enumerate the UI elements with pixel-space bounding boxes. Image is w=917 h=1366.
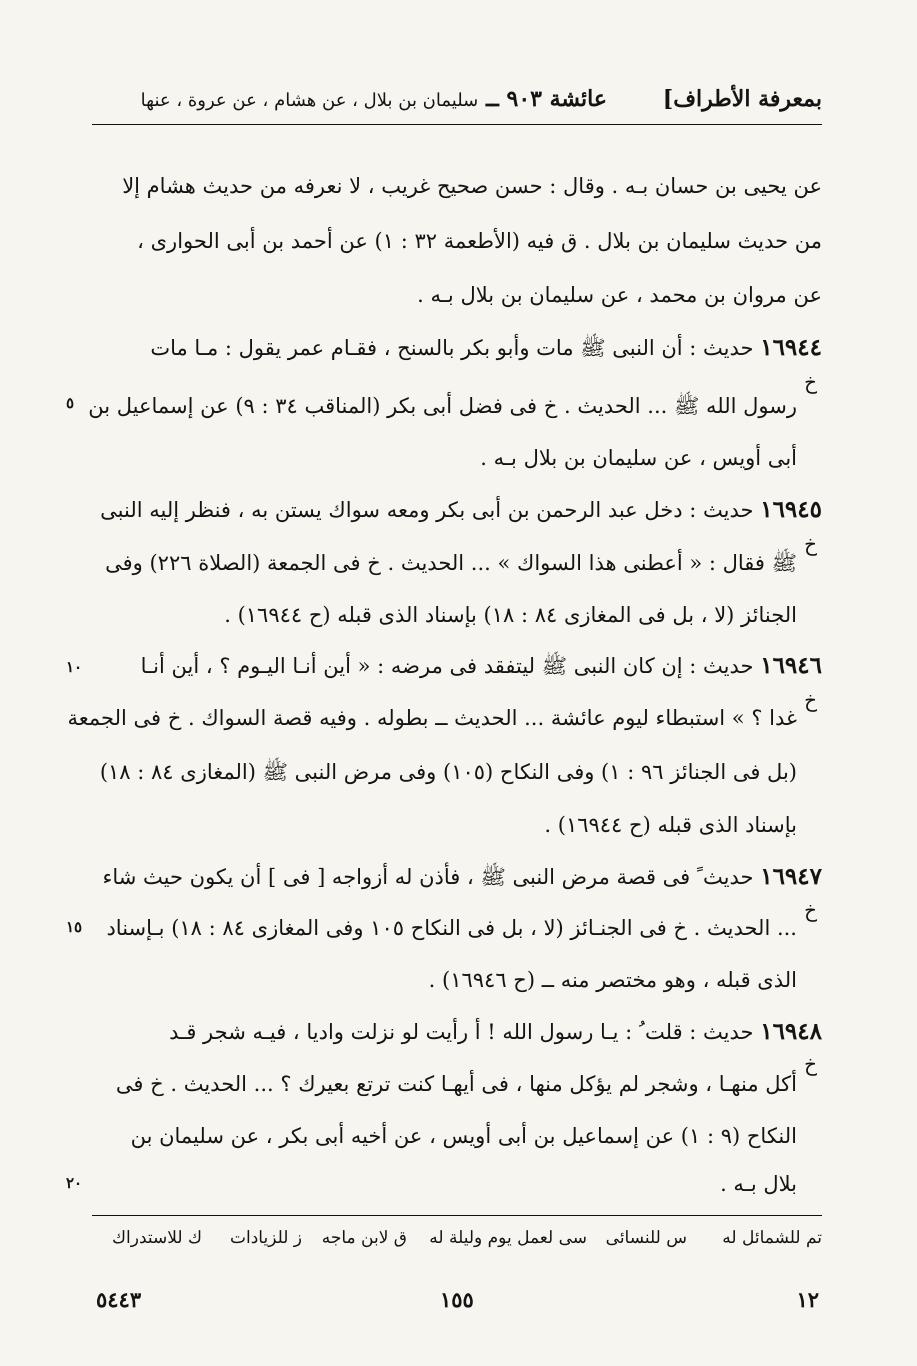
text-line: النكاح (٩ : ١) عن إسماعيل بن أبى أويس ، عن أخيه أبى بكر ، عن سليمان بن: [130, 1124, 797, 1148]
margin-line-number: ١٠: [66, 658, 83, 676]
text-line: غدا ؟ » استبطاء ليوم عائشة ... الحديث ــ بطوله . وفيه قصة السواك . خ فى الجمعة: [67, 706, 797, 730]
text-line: ﷺ فقال : « أعطنى هذا السواك » ... الحديث . خ فى الجمعة (الصلاة ٢٢٦) وفى: [105, 551, 797, 575]
abbrev-amal-yawm: سى لعمل يوم وليلة له: [429, 1228, 587, 1248]
text-line: الذى قبله ، وهو مختصر منه ــ (ح ١٦٩٤٦) .: [428, 968, 797, 992]
text-line: عن مروان بن محمد ، عن سليمان بن بلال بـه .: [417, 283, 822, 307]
text-line: عن يحيى بن حسان بـه . وقال : حسن صحيح غريب ، لا نعرفه من حديث هشام إلا: [122, 174, 822, 198]
hadith-entry-16947: [103, 863, 823, 891]
header-rule: [92, 124, 822, 125]
hadith-entry-16948: [169, 1018, 822, 1046]
hadith-number: ١٦٩٤٤: [760, 334, 822, 361]
source-marker: خ: [804, 688, 817, 712]
margin-line-number: ٥: [66, 394, 75, 412]
hadith-number: ١٦٩٤٥: [760, 496, 822, 523]
text-line: الجنائز (لا ، بل فى المغازى ٨٤ : ١٨) بإسناد الذى قبله (ح ١٦٩٤٤) .: [224, 603, 797, 627]
text-line: حديث ً فى قصة مرض النبى ﷺ ، فأذن له أزواجه [ فى ] أن يكون حيث شاء: [102, 865, 754, 889]
abbrev-istidrak: ك للاستدراك: [112, 1228, 202, 1248]
text-line: بلال بـه .: [720, 1172, 797, 1196]
source-marker: خ: [804, 370, 817, 394]
margin-line-number: ٢٠: [66, 1174, 83, 1192]
source-marker: خ: [804, 532, 817, 556]
hadith-number: ١٦٩٤٧: [760, 863, 822, 890]
header-chain: [141, 86, 607, 112]
abbrev-shamail: تم للشمائل له: [722, 1228, 822, 1248]
header-isnad: سليمان بن بلال ، عن هشام ، عن عروة ، عنها: [140, 90, 479, 111]
source-marker: خ: [804, 898, 817, 922]
header-title: بمعرفة الأطراف]: [662, 86, 822, 112]
text-line: أكل منهـا ، وشجر لم يؤكل منها ، فى أيهـا كنت ترتع بعيرك ؟ ... الحديث . خ فى: [115, 1072, 797, 1096]
text-line: حديث : إن كان النبى ﷺ ليتفقد فى مرضه : « أين أنـا اليـوم ؟ ، أين أنـا: [140, 654, 754, 678]
header-chapter: عائشة ٩٠٣ ــ: [485, 86, 607, 112]
margin-line-number: ١٥: [66, 918, 83, 936]
hadith-entry-16946: [141, 652, 822, 680]
hadith-entry-16944: [150, 334, 822, 362]
hadith-entry-16945: [100, 496, 822, 524]
source-marker: خ: [804, 1052, 817, 1076]
abbrev-nasai: س للنسائى: [605, 1228, 687, 1248]
text-line: ... الحديث . خ فى الجنـائز (لا ، بل فى النكاح ١٠٥ وفى المغازى ٨٤ : ١٨) بـإسناد: [106, 916, 797, 940]
running-header: [90, 86, 822, 122]
hadith-number: ١٦٩٤٨: [760, 1018, 822, 1045]
text-line: حديث : أن النبى ﷺ مات وأبو بكر بالسنح ، فقـام عمر يقول : مـا مات: [150, 336, 754, 360]
abbrev-ziyadat: ز للزيادات: [229, 1228, 302, 1248]
text-line: بإسناد الذى قبله (ح ١٦٩٤٤) .: [544, 813, 797, 837]
text-line: حديث : دخل عبد الرحمن بن أبى بكر ومعه سواك يستن به ، فنظر إليه النبى: [100, 498, 754, 522]
hadith-number: ١٦٩٤٦: [760, 652, 822, 679]
page-number: ١٥٥: [440, 1287, 474, 1312]
text-line: رسول الله ﷺ ... الحديث . خ فى فضل أبى بكر (المناقب ٣٤ : ٩) عن إسماعيل بن: [88, 394, 797, 418]
text-line: حديث : قلت ُ : يـا رسول الله ! أ رأيت لو نزلت واديا ، فيـه شجر قـد: [169, 1020, 754, 1044]
footnote-rule: [92, 1215, 822, 1216]
text-line: أبى أويس ، عن سليمان بن بلال بـه .: [480, 446, 797, 470]
abbrev-ibn-majah: ق لابن ماجه: [321, 1228, 407, 1248]
volume-number: ١٢: [796, 1287, 819, 1312]
text-line: (بل فى الجنائز ٩٦ : ١) وفى النكاح (١٠٥) وفى مرض النبى ﷺ (المغازى ٨٤ : ١٨): [99, 760, 797, 784]
text-line: من حديث سليمان بن بلال . ق فيه (الأطعمة ٣٢ : ١) عن أحمد بن أبى الحوارى ،: [137, 229, 822, 253]
abbreviation-key: [92, 1228, 822, 1256]
entry-range-number: ٥٤٤٣: [96, 1287, 142, 1312]
